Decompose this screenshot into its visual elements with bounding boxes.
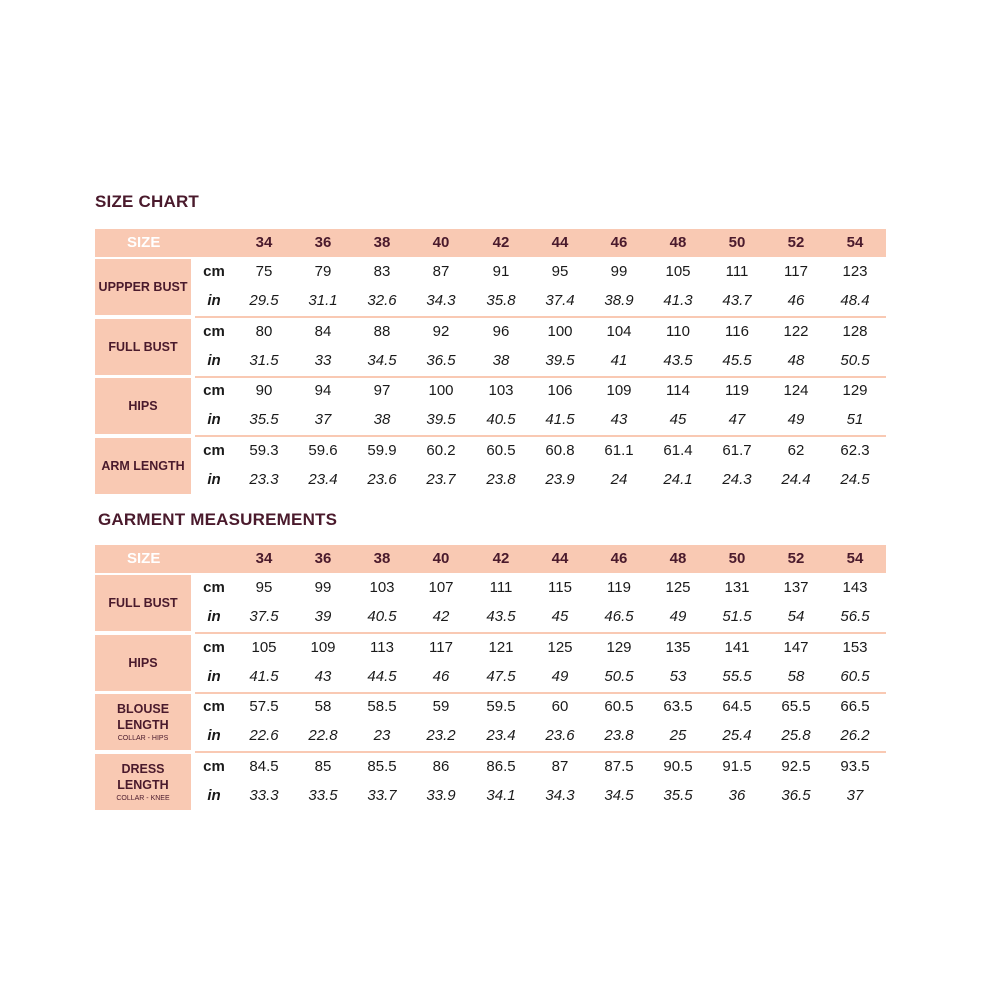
cm-value-cell: 103	[488, 382, 514, 399]
measurement-label: UPPPER BUST	[98, 280, 188, 294]
size-column-header: 54	[846, 234, 864, 251]
cm-value-cell: 85	[314, 757, 332, 775]
inch-value-cell: 23.8	[486, 470, 516, 488]
inch-value-cell: 35.5	[249, 411, 279, 428]
inch-value-cell: 23.6	[367, 470, 397, 488]
inch-value-cell: 51	[846, 411, 864, 428]
measurement-label: HIPS	[128, 655, 158, 670]
inch-value-cell: 36.5	[781, 786, 811, 804]
cm-value-cell: 131	[724, 579, 750, 596]
inch-value-cell: 23.9	[545, 470, 575, 488]
inch-value-cell: 23.6	[545, 727, 575, 744]
inch-value-cell: 22.8	[308, 727, 338, 744]
inch-value-cell: 23.3	[249, 470, 279, 488]
cm-value-cell: 64.5	[722, 698, 752, 715]
inch-value-cell: 38	[492, 351, 510, 369]
inch-value-cell: 34.5	[367, 351, 397, 369]
unit-cm-label: cm	[203, 638, 225, 656]
cm-value-cell: 111	[725, 263, 749, 280]
measurement-sublabel: COLLAR - HIPS	[117, 735, 169, 742]
cm-value-cell: 105	[251, 638, 277, 656]
measurement-label-box	[95, 754, 191, 810]
cm-value-cell: 59.6	[308, 441, 338, 459]
cm-value-cell: 110	[666, 322, 690, 340]
measurement-label: BLOUSE LENGTH	[116, 702, 170, 732]
inch-value-cell: 37	[314, 411, 332, 428]
row-separator	[195, 632, 886, 634]
inch-value-cell: 43.5	[486, 608, 516, 625]
inch-value-cell: 53	[669, 667, 687, 685]
cm-value-cell: 58	[314, 698, 332, 715]
measurement-label: ARM LENGTH	[101, 458, 185, 473]
cm-value-cell: 147	[783, 638, 809, 656]
cm-value-cell: 59.9	[367, 441, 397, 459]
unit-in-label: in	[207, 470, 221, 488]
garment-measurements-size-label: SIZE	[127, 550, 161, 567]
cm-value-cell: 103	[369, 579, 395, 596]
measurement-label-box	[95, 319, 191, 375]
inch-value-cell: 41.5	[249, 667, 279, 685]
cm-value-cell: 84.5	[249, 757, 279, 775]
inch-value-cell: 55.5	[722, 667, 752, 685]
cm-value-cell: 115	[548, 579, 572, 596]
inch-value-cell: 39.5	[545, 351, 575, 369]
inch-value-cell: 50.5	[840, 351, 870, 369]
inch-value-cell: 42	[432, 608, 450, 625]
cm-value-cell: 95	[255, 579, 273, 596]
inch-value-cell: 41	[610, 351, 628, 369]
cm-value-cell: 60.5	[604, 698, 634, 715]
cm-value-cell: 119	[607, 579, 631, 596]
cm-value-cell: 119	[725, 382, 749, 399]
inch-value-cell: 32.6	[367, 292, 397, 309]
inch-value-cell: 29.5	[249, 292, 279, 309]
size-column-header: 52	[787, 234, 805, 251]
inch-value-cell: 26.2	[840, 727, 870, 744]
inch-value-cell: 46.5	[604, 608, 634, 625]
inch-value-cell: 34.1	[486, 786, 516, 804]
cm-value-cell: 57.5	[249, 698, 279, 715]
inch-value-cell: 43.7	[722, 292, 752, 309]
inch-value-cell: 49	[669, 608, 687, 625]
size-column-header: 34	[255, 234, 273, 251]
inch-value-cell: 23	[373, 727, 391, 744]
row-separator	[195, 316, 886, 318]
cm-value-cell: 135	[665, 638, 691, 656]
inch-value-cell: 40.5	[367, 608, 397, 625]
inch-value-cell: 54	[787, 608, 805, 625]
inch-value-cell: 37	[846, 786, 864, 804]
inch-value-cell: 41.3	[663, 292, 693, 309]
inch-value-cell: 45.5	[722, 351, 752, 369]
cm-value-cell: 87.5	[604, 757, 634, 775]
unit-cm-label: cm	[203, 579, 225, 596]
size-column-header: 48	[669, 550, 687, 567]
cm-value-cell: 97	[373, 382, 391, 399]
measurement-label-box	[95, 575, 191, 631]
cm-value-cell: 117	[429, 638, 453, 656]
cm-value-cell: 121	[488, 638, 514, 656]
cm-value-cell: 143	[842, 579, 868, 596]
size-column-header: 42	[492, 550, 510, 567]
size-column-header: 46	[610, 550, 628, 567]
cm-value-cell: 111	[489, 579, 513, 596]
inch-value-cell: 31.5	[249, 351, 279, 369]
row-separator	[195, 435, 886, 437]
cm-value-cell: 75	[255, 263, 273, 280]
size-column-header: 42	[492, 234, 510, 251]
inch-value-cell: 43.5	[663, 351, 693, 369]
cm-value-cell: 63.5	[663, 698, 693, 715]
cm-value-cell: 58.5	[367, 698, 397, 715]
size-column-header: 40	[432, 234, 450, 251]
cm-value-cell: 60	[551, 698, 569, 715]
unit-in-label: in	[207, 608, 221, 625]
cm-value-cell: 109	[606, 382, 632, 399]
unit-cm-label: cm	[203, 698, 225, 715]
inch-value-cell: 39	[314, 608, 332, 625]
inch-value-cell: 48.4	[840, 292, 870, 309]
cm-value-cell: 90	[255, 382, 273, 399]
inch-value-cell: 39.5	[426, 411, 456, 428]
size-column-header: 34	[255, 550, 273, 567]
inch-value-cell: 33.7	[367, 786, 397, 804]
cm-value-cell: 124	[783, 382, 809, 399]
size-column-header: 44	[551, 234, 569, 251]
unit-cm-label: cm	[203, 441, 225, 459]
inch-value-cell: 60.5	[840, 667, 870, 685]
inch-value-cell: 48	[787, 351, 805, 369]
measurement-label: FULL BUST	[108, 339, 178, 354]
cm-value-cell: 107	[428, 579, 454, 596]
inch-value-cell: 47.5	[486, 667, 516, 685]
unit-in-label: in	[207, 351, 221, 369]
measurement-label: DRESS LENGTH	[117, 761, 169, 792]
cm-value-cell: 86	[432, 757, 450, 775]
size-column-header: 44	[551, 550, 569, 567]
size-chart-size-label: SIZE	[127, 234, 161, 251]
cm-value-cell: 95	[551, 263, 569, 280]
cm-value-cell: 123	[842, 263, 868, 280]
inch-value-cell: 58	[787, 667, 805, 685]
cm-value-cell: 91	[492, 263, 510, 280]
inch-value-cell: 34.3	[426, 292, 456, 309]
size-column-header: 52	[787, 550, 805, 567]
garment-measurements-title: GARMENT MEASUREMENTS	[98, 510, 338, 529]
inch-value-cell: 23.8	[604, 727, 634, 744]
inch-value-cell: 25	[669, 727, 687, 744]
cm-value-cell: 129	[842, 382, 868, 399]
cm-value-cell: 91.5	[722, 757, 752, 775]
cm-value-cell: 92	[432, 322, 450, 340]
cm-value-cell: 109	[310, 638, 336, 656]
inch-value-cell: 24.5	[840, 470, 870, 488]
inch-value-cell: 49	[787, 411, 805, 428]
inch-value-cell: 23.7	[426, 470, 456, 488]
size-column-header: 38	[373, 234, 391, 251]
cm-value-cell: 61.1	[604, 441, 634, 459]
cm-value-cell: 99	[610, 263, 628, 280]
inch-value-cell: 34.3	[545, 786, 575, 804]
cm-value-cell: 59.5	[486, 698, 516, 715]
inch-value-cell: 36	[728, 786, 746, 804]
cm-value-cell: 59	[432, 698, 450, 715]
cm-value-cell: 100	[428, 382, 454, 399]
inch-value-cell: 24	[610, 470, 628, 488]
inch-value-cell: 33.3	[249, 786, 279, 804]
size-column-header: 36	[314, 550, 332, 567]
measurement-label-box	[95, 694, 191, 750]
inch-value-cell: 44.5	[367, 667, 397, 685]
cm-value-cell: 65.5	[781, 698, 811, 715]
size-column-header: 40	[432, 550, 450, 567]
inch-value-cell: 41.5	[545, 411, 575, 428]
cm-value-cell: 86.5	[486, 757, 516, 775]
inch-value-cell: 38	[373, 411, 391, 428]
cm-value-cell: 141	[724, 638, 750, 656]
inch-value-cell: 24.3	[722, 470, 752, 488]
unit-cm-label: cm	[203, 322, 225, 340]
cm-value-cell: 128	[842, 322, 868, 340]
row-separator	[195, 751, 886, 753]
unit-cm-label: cm	[203, 382, 225, 399]
inch-value-cell: 33	[314, 351, 332, 369]
cm-value-cell: 62.3	[840, 441, 870, 459]
inch-value-cell: 23.4	[308, 470, 338, 488]
cm-value-cell: 153	[842, 638, 868, 656]
size-column-header: 46	[610, 234, 628, 251]
unit-in-label: in	[207, 727, 221, 744]
cm-value-cell: 66.5	[840, 698, 870, 715]
size-column-header: 36	[314, 234, 332, 251]
inch-value-cell: 23.4	[486, 727, 516, 744]
unit-cm-label: cm	[203, 263, 225, 280]
cm-value-cell: 92.5	[781, 757, 811, 775]
cm-value-cell: 60.5	[486, 441, 516, 459]
inch-value-cell: 35.8	[486, 292, 516, 309]
inch-value-cell: 46	[432, 667, 450, 685]
inch-value-cell: 56.5	[840, 608, 870, 625]
size-column-header: 48	[669, 234, 687, 251]
cm-value-cell: 60.2	[426, 441, 456, 459]
inch-value-cell: 43	[314, 667, 332, 685]
cm-value-cell: 90.5	[663, 757, 693, 775]
inch-value-cell: 47	[728, 411, 746, 428]
cm-value-cell: 83	[373, 263, 391, 280]
measurement-label-box	[95, 635, 191, 691]
inch-value-cell: 34.5	[604, 786, 634, 804]
cm-value-cell: 113	[370, 638, 394, 656]
cm-value-cell: 88	[373, 322, 391, 340]
cm-value-cell: 137	[783, 579, 809, 596]
cm-value-cell: 99	[314, 579, 332, 596]
measurement-label-box	[95, 438, 191, 494]
inch-value-cell: 35.5	[663, 786, 693, 804]
cm-value-cell: 117	[784, 263, 808, 280]
inch-value-cell: 22.6	[249, 727, 279, 744]
measurement-label: FULL BUST	[108, 596, 178, 610]
inch-value-cell: 24.1	[663, 470, 693, 488]
cm-value-cell: 114	[666, 382, 690, 399]
measurement-label: HIPS	[128, 399, 158, 413]
unit-in-label: in	[207, 786, 221, 804]
cm-value-cell: 87	[432, 263, 450, 280]
cm-value-cell: 61.4	[663, 441, 693, 459]
size-column-header: 38	[373, 550, 391, 567]
inch-value-cell: 51.5	[722, 608, 752, 625]
inch-value-cell: 25.4	[722, 727, 752, 744]
cm-value-cell: 85.5	[367, 757, 397, 775]
cm-value-cell: 125	[665, 579, 691, 596]
inch-value-cell: 43	[610, 411, 628, 428]
cm-value-cell: 129	[606, 638, 632, 656]
measurement-label-box	[95, 259, 191, 315]
inch-value-cell: 33.9	[426, 786, 456, 804]
cm-value-cell: 61.7	[722, 441, 752, 459]
inch-value-cell: 46	[787, 292, 805, 309]
inch-value-cell: 45	[551, 608, 569, 625]
inch-value-cell: 40.5	[486, 411, 516, 428]
inch-value-cell: 38.9	[604, 292, 634, 309]
inch-value-cell: 49	[551, 667, 569, 685]
inch-value-cell: 24.4	[781, 470, 811, 488]
cm-value-cell: 79	[314, 263, 332, 280]
cm-value-cell: 94	[314, 382, 332, 399]
row-separator	[195, 692, 886, 694]
cm-value-cell: 106	[547, 382, 573, 399]
inch-value-cell: 37.5	[249, 608, 279, 625]
unit-in-label: in	[207, 667, 221, 685]
inch-value-cell: 25.8	[781, 727, 811, 744]
cm-value-cell: 84	[314, 322, 332, 340]
cm-value-cell: 125	[547, 638, 573, 656]
unit-in-label: in	[207, 292, 221, 309]
measurement-label-box	[95, 378, 191, 434]
cm-value-cell: 59.3	[249, 441, 279, 459]
size-column-header: 54	[846, 550, 864, 567]
inch-value-cell: 37.4	[545, 292, 575, 309]
cm-value-cell: 93.5	[840, 757, 870, 775]
unit-in-label: in	[207, 411, 221, 428]
size-column-header: 50	[728, 234, 746, 251]
inch-value-cell: 31.1	[308, 292, 338, 309]
cm-value-cell: 105	[665, 263, 691, 280]
inch-value-cell: 45	[669, 411, 687, 428]
cm-value-cell: 87	[551, 757, 569, 775]
cm-value-cell: 100	[547, 322, 573, 340]
inch-value-cell: 23.2	[426, 727, 456, 744]
unit-cm-label: cm	[203, 757, 225, 775]
cm-value-cell: 62	[787, 441, 805, 459]
size-column-header: 50	[728, 550, 746, 567]
inch-value-cell: 50.5	[604, 667, 634, 685]
cm-value-cell: 60.8	[545, 441, 575, 459]
cm-value-cell: 104	[606, 322, 632, 340]
inch-value-cell: 33.5	[308, 786, 338, 804]
measurement-sublabel: COLLAR - KNEE	[116, 794, 170, 802]
inch-value-cell: 36.5	[426, 351, 456, 369]
cm-value-cell: 116	[725, 322, 749, 340]
cm-value-cell: 80	[255, 322, 273, 340]
cm-value-cell: 122	[783, 322, 809, 340]
row-separator	[195, 376, 886, 378]
size-chart-title: SIZE CHART	[95, 192, 199, 211]
cm-value-cell: 96	[492, 322, 510, 340]
